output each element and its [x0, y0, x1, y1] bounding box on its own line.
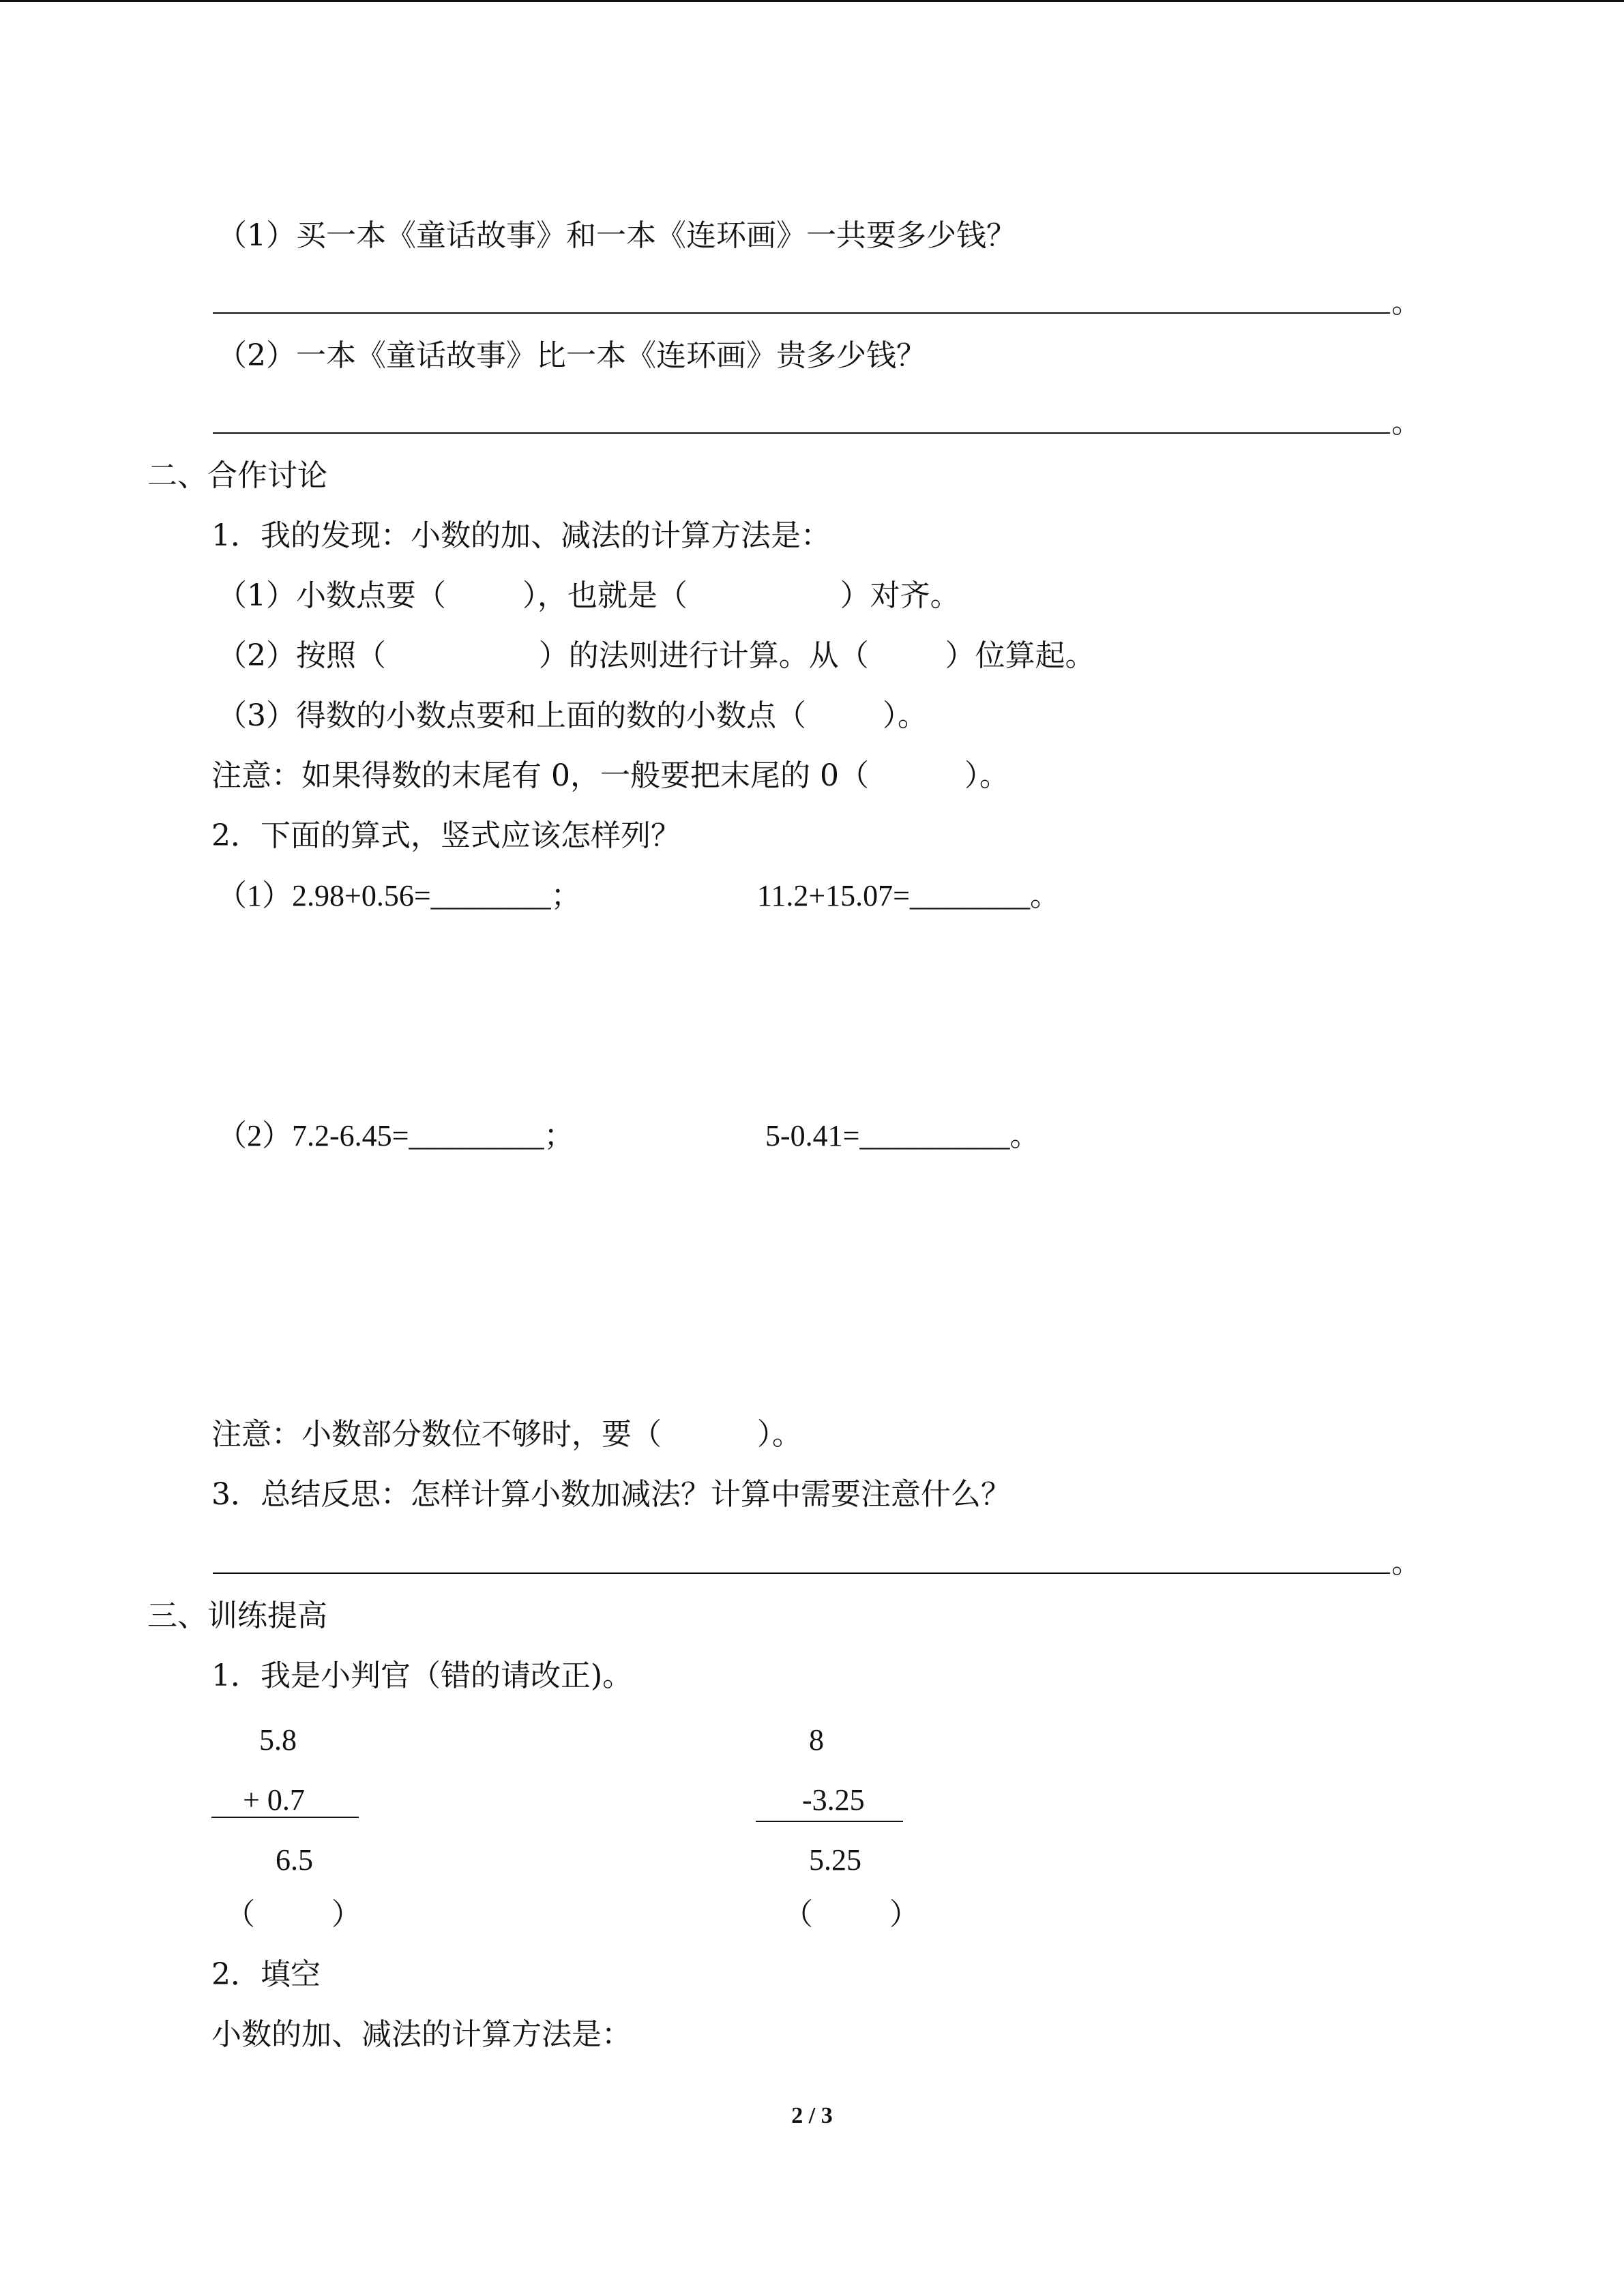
calc-left-verdict[interactable]: （ ）	[225, 1897, 361, 1932]
calc-left-operand: + 0.7	[243, 1783, 305, 1817]
calc-right-top: 8	[809, 1723, 824, 1757]
answer-line-summary[interactable]	[213, 1572, 1390, 1574]
question-a2: （2）一本《童话故事》比一本《连环画》贵多少钱？	[217, 338, 926, 373]
rule-1: （1）小数点要（ ），也就是（ ）对齐。	[217, 578, 960, 613]
rule-3: （3）得数的小数点要和上面的数的小数点（ ）。	[217, 698, 928, 733]
section2-item3: 3．总结反思：怎样计算小数加减法？计算中需要注意什么？	[211, 1477, 1011, 1512]
calc-right-result: 5.25	[809, 1843, 861, 1877]
exercise-2-left: （2）7.2-6.45=_________；	[217, 1119, 574, 1152]
calc-right-operand: -3.25	[802, 1783, 865, 1817]
section3-title: 三、训练提高	[147, 1598, 327, 1633]
end-mark-a2: 。	[1391, 405, 1421, 440]
calc-right-line	[756, 1821, 903, 1822]
section2-title: 二、合作讨论	[147, 458, 327, 493]
note-2: 注意：小数部分数位不够时，要（ ）。	[211, 1417, 802, 1452]
calc-left-line	[211, 1817, 359, 1818]
exercise-1-left: （1）2.98+0.56=________；	[217, 879, 581, 912]
section3-item2: 2．填空	[211, 1957, 321, 1992]
calc-left-result: 6.5	[276, 1843, 313, 1877]
exercise-2-right: 5-0.41=__________。	[765, 1119, 1040, 1152]
note-1: 注意：如果得数的末尾有 0，一般要把末尾的 0（ ）。	[211, 758, 1009, 793]
end-mark-summary: 。	[1391, 1545, 1421, 1580]
answer-line-a2[interactable]	[213, 432, 1390, 434]
answer-line-a1[interactable]	[213, 312, 1390, 314]
end-mark-a1: 。	[1391, 285, 1421, 320]
page-number: 2 / 3	[791, 2103, 833, 2128]
section2-item2: 2．下面的算式，竖式应该怎样列？	[211, 818, 681, 853]
calc-left-top: 5.8	[259, 1723, 297, 1757]
section3-item1: 1．我是小判官（错的请改正)。	[211, 1658, 633, 1693]
section2-item1: 1．我的发现：小数的加、减法的计算方法是：	[211, 518, 831, 553]
question-a1: （1）买一本《童话故事》和一本《连环画》一共要多少钱？	[217, 218, 1016, 253]
page-top-border	[0, 0, 1624, 2]
exercise-1-right: 11.2+15.07=________。	[757, 879, 1060, 912]
calc-right-verdict[interactable]: （ ）	[783, 1897, 919, 1932]
section3-item2-text: 小数的加、减法的计算方法是：	[211, 2017, 632, 2052]
rule-2: （2）按照（ ）的法则进行计算。从（ ）位算起。	[217, 638, 1095, 673]
